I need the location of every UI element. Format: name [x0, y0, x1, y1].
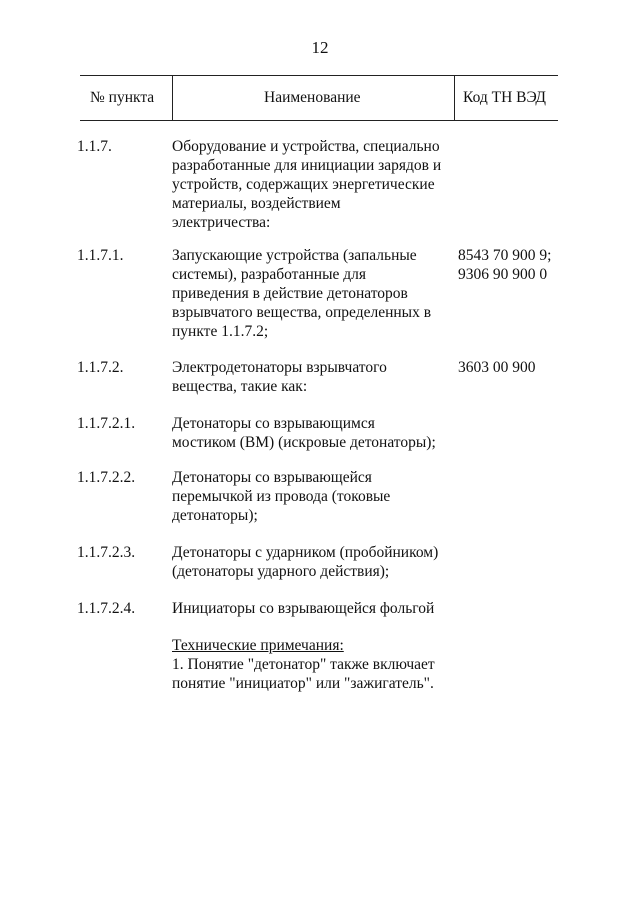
row-code: [458, 246, 618, 284]
header-number: № пункта: [90, 89, 155, 106]
header-code: Код ТН ВЭД: [463, 89, 547, 106]
page-number: 12: [311, 38, 329, 57]
name-line: приведения в действие детонаторов: [172, 285, 408, 302]
row-number: 1.1.7.1.: [77, 247, 124, 264]
name-line: (детонаторы ударного действия);: [172, 563, 390, 580]
notes-line: понятие "инициатор" или "зажигатель".: [172, 675, 434, 692]
column-divider: [454, 76, 455, 120]
name-line: разработанные для инициации зарядов и: [172, 157, 442, 174]
name-line: Оборудование и устройства, специально: [172, 138, 440, 155]
name-line: перемычкой из провода (токовые: [172, 488, 391, 505]
column-divider: [172, 76, 173, 120]
notes-line: 1. Понятие "детонатор" также включает: [172, 656, 435, 673]
name-line: мостиком (BM) (искровые детонаторы);: [172, 434, 436, 451]
row-name: [172, 246, 457, 341]
row-number: 1.1.7.2.1.: [77, 415, 136, 432]
row-name: [172, 468, 457, 525]
row-number: 1.1.7.2.2.: [77, 469, 136, 486]
name-line: пункте 1.1.7.2;: [172, 323, 269, 340]
name-line: системы), разработанные для: [172, 266, 367, 283]
name-line: Инициаторы со взрывающейся фольгой: [172, 600, 435, 617]
code-line: 8543 70 900 9;: [458, 247, 552, 264]
name-line: детонаторы);: [172, 507, 258, 524]
code-line: 9306 90 900 0: [458, 266, 548, 283]
technical-notes: [172, 636, 457, 693]
row-number: 1.1.7.2.4.: [77, 600, 136, 617]
name-line: вещества, такие как:: [172, 378, 308, 395]
row-code: [458, 358, 618, 377]
row-number: 1.1.7.: [77, 138, 112, 155]
row-name: [172, 358, 457, 396]
code-line: 3603 00 900: [458, 359, 536, 376]
row-name: [172, 599, 472, 618]
table-header: [80, 75, 558, 121]
name-line: материалы, воздействием: [172, 195, 341, 212]
row-name: [172, 543, 457, 581]
name-line: Детонаторы со взрывающимся: [172, 415, 375, 432]
name-line: Детонаторы со взрывающейся: [172, 469, 372, 486]
name-line: Запускающие устройства (запальные: [172, 247, 417, 264]
name-line: взрывчатого вещества, определенных в: [172, 304, 432, 321]
row-name: [172, 137, 457, 232]
name-line: Детонаторы с ударником (пробойником): [172, 544, 439, 561]
row-name: [172, 414, 457, 452]
name-line: электричества:: [172, 214, 271, 231]
notes-title: Технические примечания:: [172, 637, 344, 654]
row-number: 1.1.7.2.: [77, 359, 124, 376]
name-line: устройств, содержащих энергетические: [172, 176, 435, 193]
row-number: 1.1.7.2.3.: [77, 544, 136, 561]
header-name: Наименование: [264, 89, 361, 106]
name-line: Электродетонаторы взрывчатого: [172, 359, 387, 376]
